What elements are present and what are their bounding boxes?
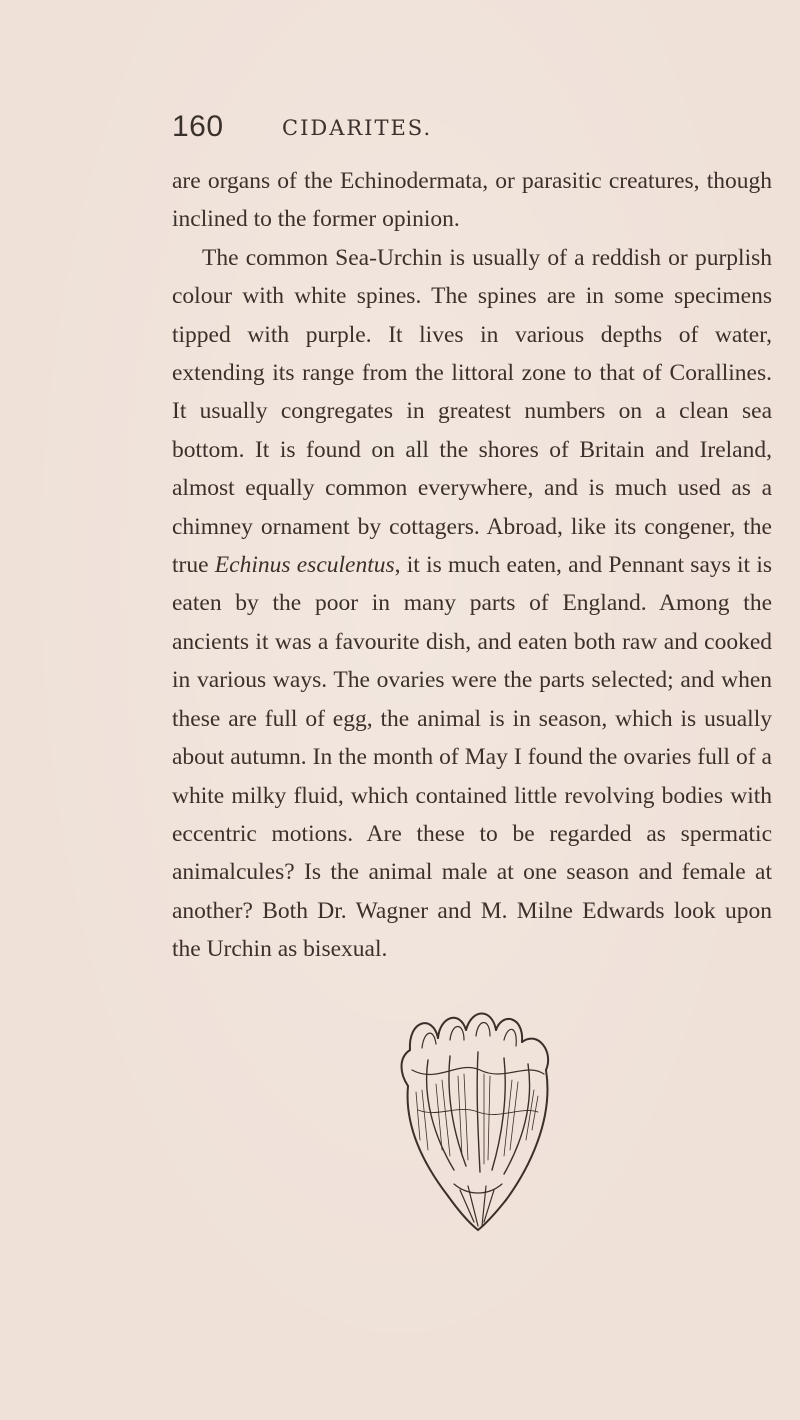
sea-urchin-ovaries-engraving-icon <box>388 1000 568 1240</box>
sea-urchin-ovaries-figure <box>388 1000 568 1240</box>
paragraph-text-part-2: , it is much eaten, and Pennant says it is eaten by the poor in many parts of England. Among the ancients it was a favourite dish, and eaten both raw and cooked in various ways. The ovaries were the parts selected; and when these are full of egg, the animal is in season, which is usually about autumn. In the month of May I found the ovaries full of a white milky fluid, which contained little revolving bodies with eccentric motions. Are these to be regarded as spermatic animalcules? Is the animal male at one season and female at another? Both Dr. Wagner and M. Milne Edwards look upon the Urchin as bisexual. <box>172 552 772 963</box>
body-text <box>172 162 772 969</box>
paragraph-sea-urchin <box>172 239 772 969</box>
paragraph-text-part-1: The common Sea-Urchin is usually of a reddish or purplish colour with white spines. The spines are in some specimens tipped with purple. It lives in various depths of water, extending its range from the littoral zone to that of Corallines. It usually congregates in greatest numbers on a clean sea bottom. It is found on all the shores of Britain and Ireland, almost equally common everywhere, and is much used as a chimney ornament by cottagers. Abroad, like its congener, the true <box>172 244 772 579</box>
species-name: Echinus esculentus <box>214 552 395 579</box>
running-title: CIDARITES. <box>282 116 433 140</box>
page-header <box>172 110 772 150</box>
page-number: 160 <box>172 110 224 143</box>
paragraph-continuation: are organs of the Echinodermata, or parasitic creatures, though inclined to the former opinion. <box>172 168 772 233</box>
